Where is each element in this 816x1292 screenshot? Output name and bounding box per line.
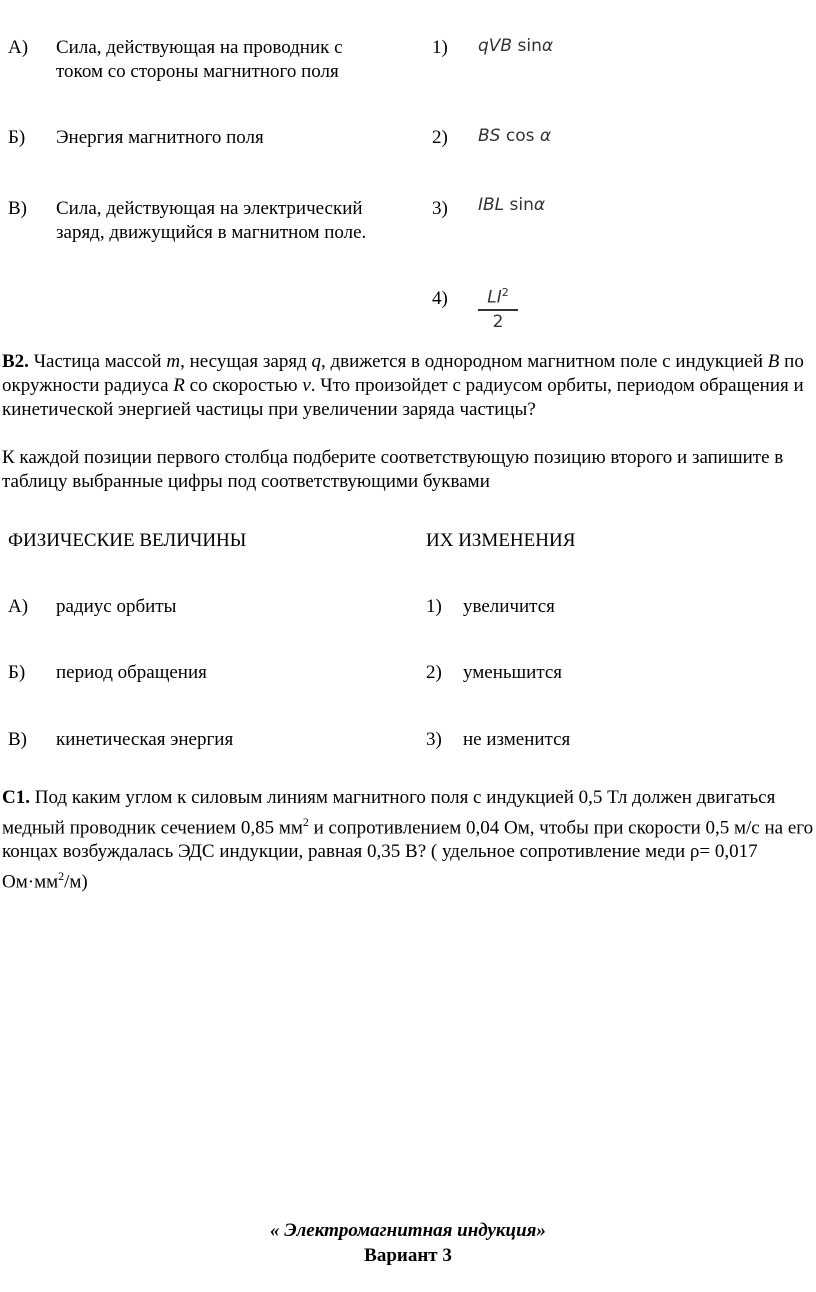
b2-row-a-right: увеличится — [463, 596, 555, 617]
b1-num-4: 4) — [432, 288, 448, 309]
b2-row-v-right: не изменится — [463, 729, 571, 750]
b2-question: В2. Частица массой m, несущая заряд q, движется в однородном магнитном поле с индукцией B по окружности радиуса R со скоростью v. Что произойдет с радиусом орбиты, периодом обращения и кинетической энергией частицы при увеличении заряда частицы? — [2, 351, 804, 420]
b1-formula-2: BS cos α — [478, 126, 552, 146]
b2-row-b-right: уменьшится — [463, 662, 563, 683]
b2-row-v-num: 3) — [426, 729, 442, 750]
b1-formula-3: IBL sinα — [478, 195, 546, 215]
b1-left-a-line1: Сила, действующая на проводник с — [56, 37, 343, 58]
b1-formula-4-fraction: $\frac{LI^2}{2}$ — [478, 286, 518, 333]
b1-left-v-line1: Сила, действующая на электрический — [56, 198, 363, 219]
b1-left-v-line2: заряд, движущийся в магнитном поле. — [56, 222, 367, 243]
b2-row-b-num: 2) — [426, 662, 442, 683]
b1-letter-b: Б) — [8, 127, 26, 148]
b1-letter-v: В) — [8, 198, 27, 219]
b2-header-right: ИХ ИЗМЕНЕНИЯ — [426, 530, 576, 551]
b2-row-v-left: кинетическая энергия — [56, 729, 234, 750]
c1-question: С1. Под каким углом к силовым линиям магнитного поля с индукцией 0,5 Тл должен двигаться медный проводник сечением 0,85 $мм^2$ и сопротивлением 0,04 Ом, чтобы при скорости 0,5 м/с на его концах возбуждалась ЭДС индукции, равная 0,35 В? ( удельное сопротивление меди ρ= 0,017 $Ом\cdot мм^2/м$) — [2, 787, 814, 893]
b2-row-b-left: период обращения — [56, 662, 207, 683]
b1-letter-a: А) — [8, 37, 29, 58]
b1-num-2: 2) — [432, 127, 448, 148]
b2-header-left: ФИЗИЧЕСКИЕ ВЕЛИЧИНЫ — [8, 530, 247, 551]
b1-num-1: 1) — [432, 37, 448, 58]
footer-title: « Электромагнитная индукция» — [270, 1220, 546, 1241]
b2-row-a-left: радиус орбиты — [56, 596, 177, 617]
b1-left-a-line2: током со стороны магнитного поля — [56, 61, 339, 82]
b2-row-b-letter: Б) — [8, 662, 26, 683]
b1-left-b-line1: Энергия магнитного поля — [56, 127, 264, 148]
b2-instruction: К каждой позиции первого столбца подберите соответствующую позицию второго и запишите в таблицу выбранные цифры под соответствующими буквами — [2, 447, 784, 492]
b2-row-a-letter: А) — [8, 596, 29, 617]
footer-variant: Вариант 3 — [364, 1245, 452, 1266]
b2-row-v-letter: В) — [8, 729, 27, 750]
b1-num-3: 3) — [432, 198, 448, 219]
b1-formula-1: qVB sinα — [478, 36, 554, 56]
b2-row-a-num: 1) — [426, 596, 442, 617]
